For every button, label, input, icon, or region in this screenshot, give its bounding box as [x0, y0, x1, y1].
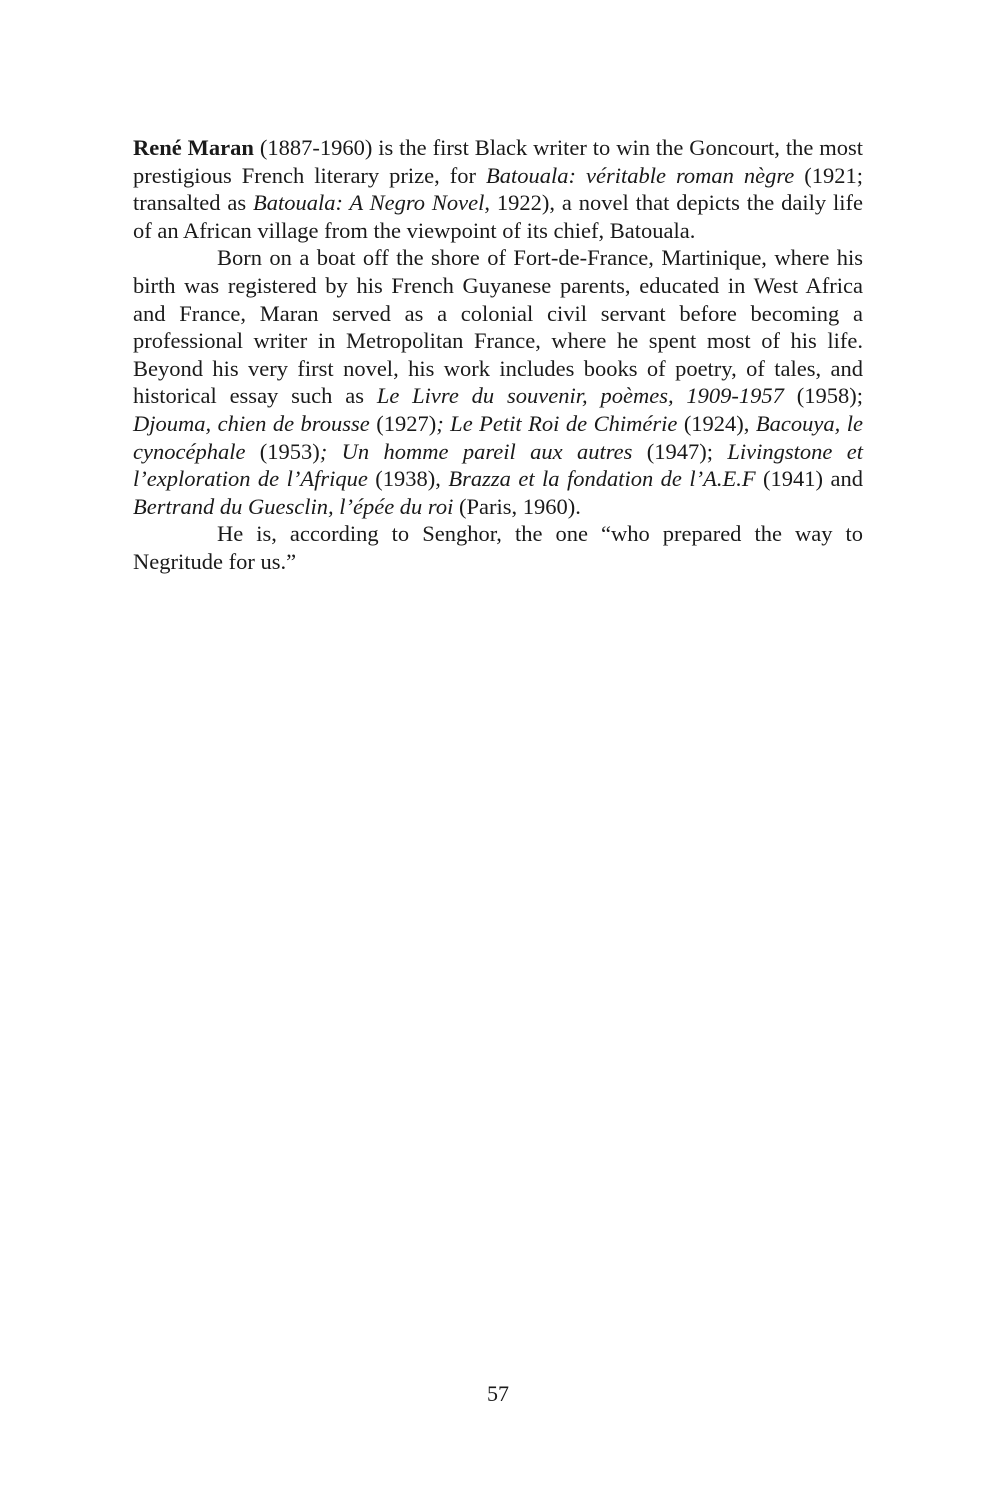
text-run: (1921; transalted as: [133, 162, 864, 216]
paragraph-biography: [133, 244, 863, 520]
text-run: (1938),: [367, 466, 449, 492]
body-text: [133, 134, 863, 576]
text-run: He is, according to Senghor, the one “who prepared the way to Negritude for us.”: [133, 521, 863, 574]
paragraph-senghor-quote: [133, 520, 863, 575]
book-title: Batouala: véritable roman nègre: [486, 162, 795, 188]
text-run: (Paris, 1960).: [453, 493, 581, 519]
book-title: Livingstone et l’exploration de l’Afrique: [133, 438, 863, 492]
book-title: Batouala: A Negro Novel: [252, 190, 485, 216]
author-name: René Maran: [133, 135, 254, 160]
text-run: , 1922), a novel that depicts the daily life of an African village from the viewpoint of its chief, Batouala.: [133, 190, 863, 243]
book-title: Brazza et la fondation de l’A.E.F: [448, 466, 756, 492]
book-title: Le Livre du souvenir, poèmes, 1909-1957: [376, 383, 784, 409]
book-title: Djouma, chien de brousse: [133, 410, 370, 436]
text-run: (1927): [369, 410, 437, 436]
text-run: (1953): [245, 438, 320, 464]
book-title: Bacouya, le cynocéphale: [133, 410, 863, 464]
book-title: ; Le Petit Roi de Chimérie: [436, 410, 678, 436]
text-run: (1947);: [632, 438, 728, 464]
page-number: 57: [487, 1381, 509, 1406]
paragraph-intro: [133, 134, 863, 244]
book-title: ; Un homme pareil aux autres: [319, 438, 633, 464]
text-run: (1941) and: [755, 466, 863, 492]
text-run: Born on a boat off the shore of Fort-de-France, Martinique, where his birth was registered by his French Guyanese parents, educated in West Africa and France, Maran served as a colonial civil servant before becoming a professional writer in Metropolitan France, where he spent most of his life. Beyond his very first novel, his work includes books of poetry, of tales, and historical essay such as: [133, 245, 863, 409]
book-title: Bertrand du Guesclin, l’épée du roi: [133, 493, 454, 519]
text-run: (1887-1960) is the first Black writer to win the Goncourt, the most prestigious French literary prize, for: [133, 135, 863, 188]
text-run: (1924),: [677, 410, 756, 436]
text-run: (1958);: [783, 383, 864, 409]
